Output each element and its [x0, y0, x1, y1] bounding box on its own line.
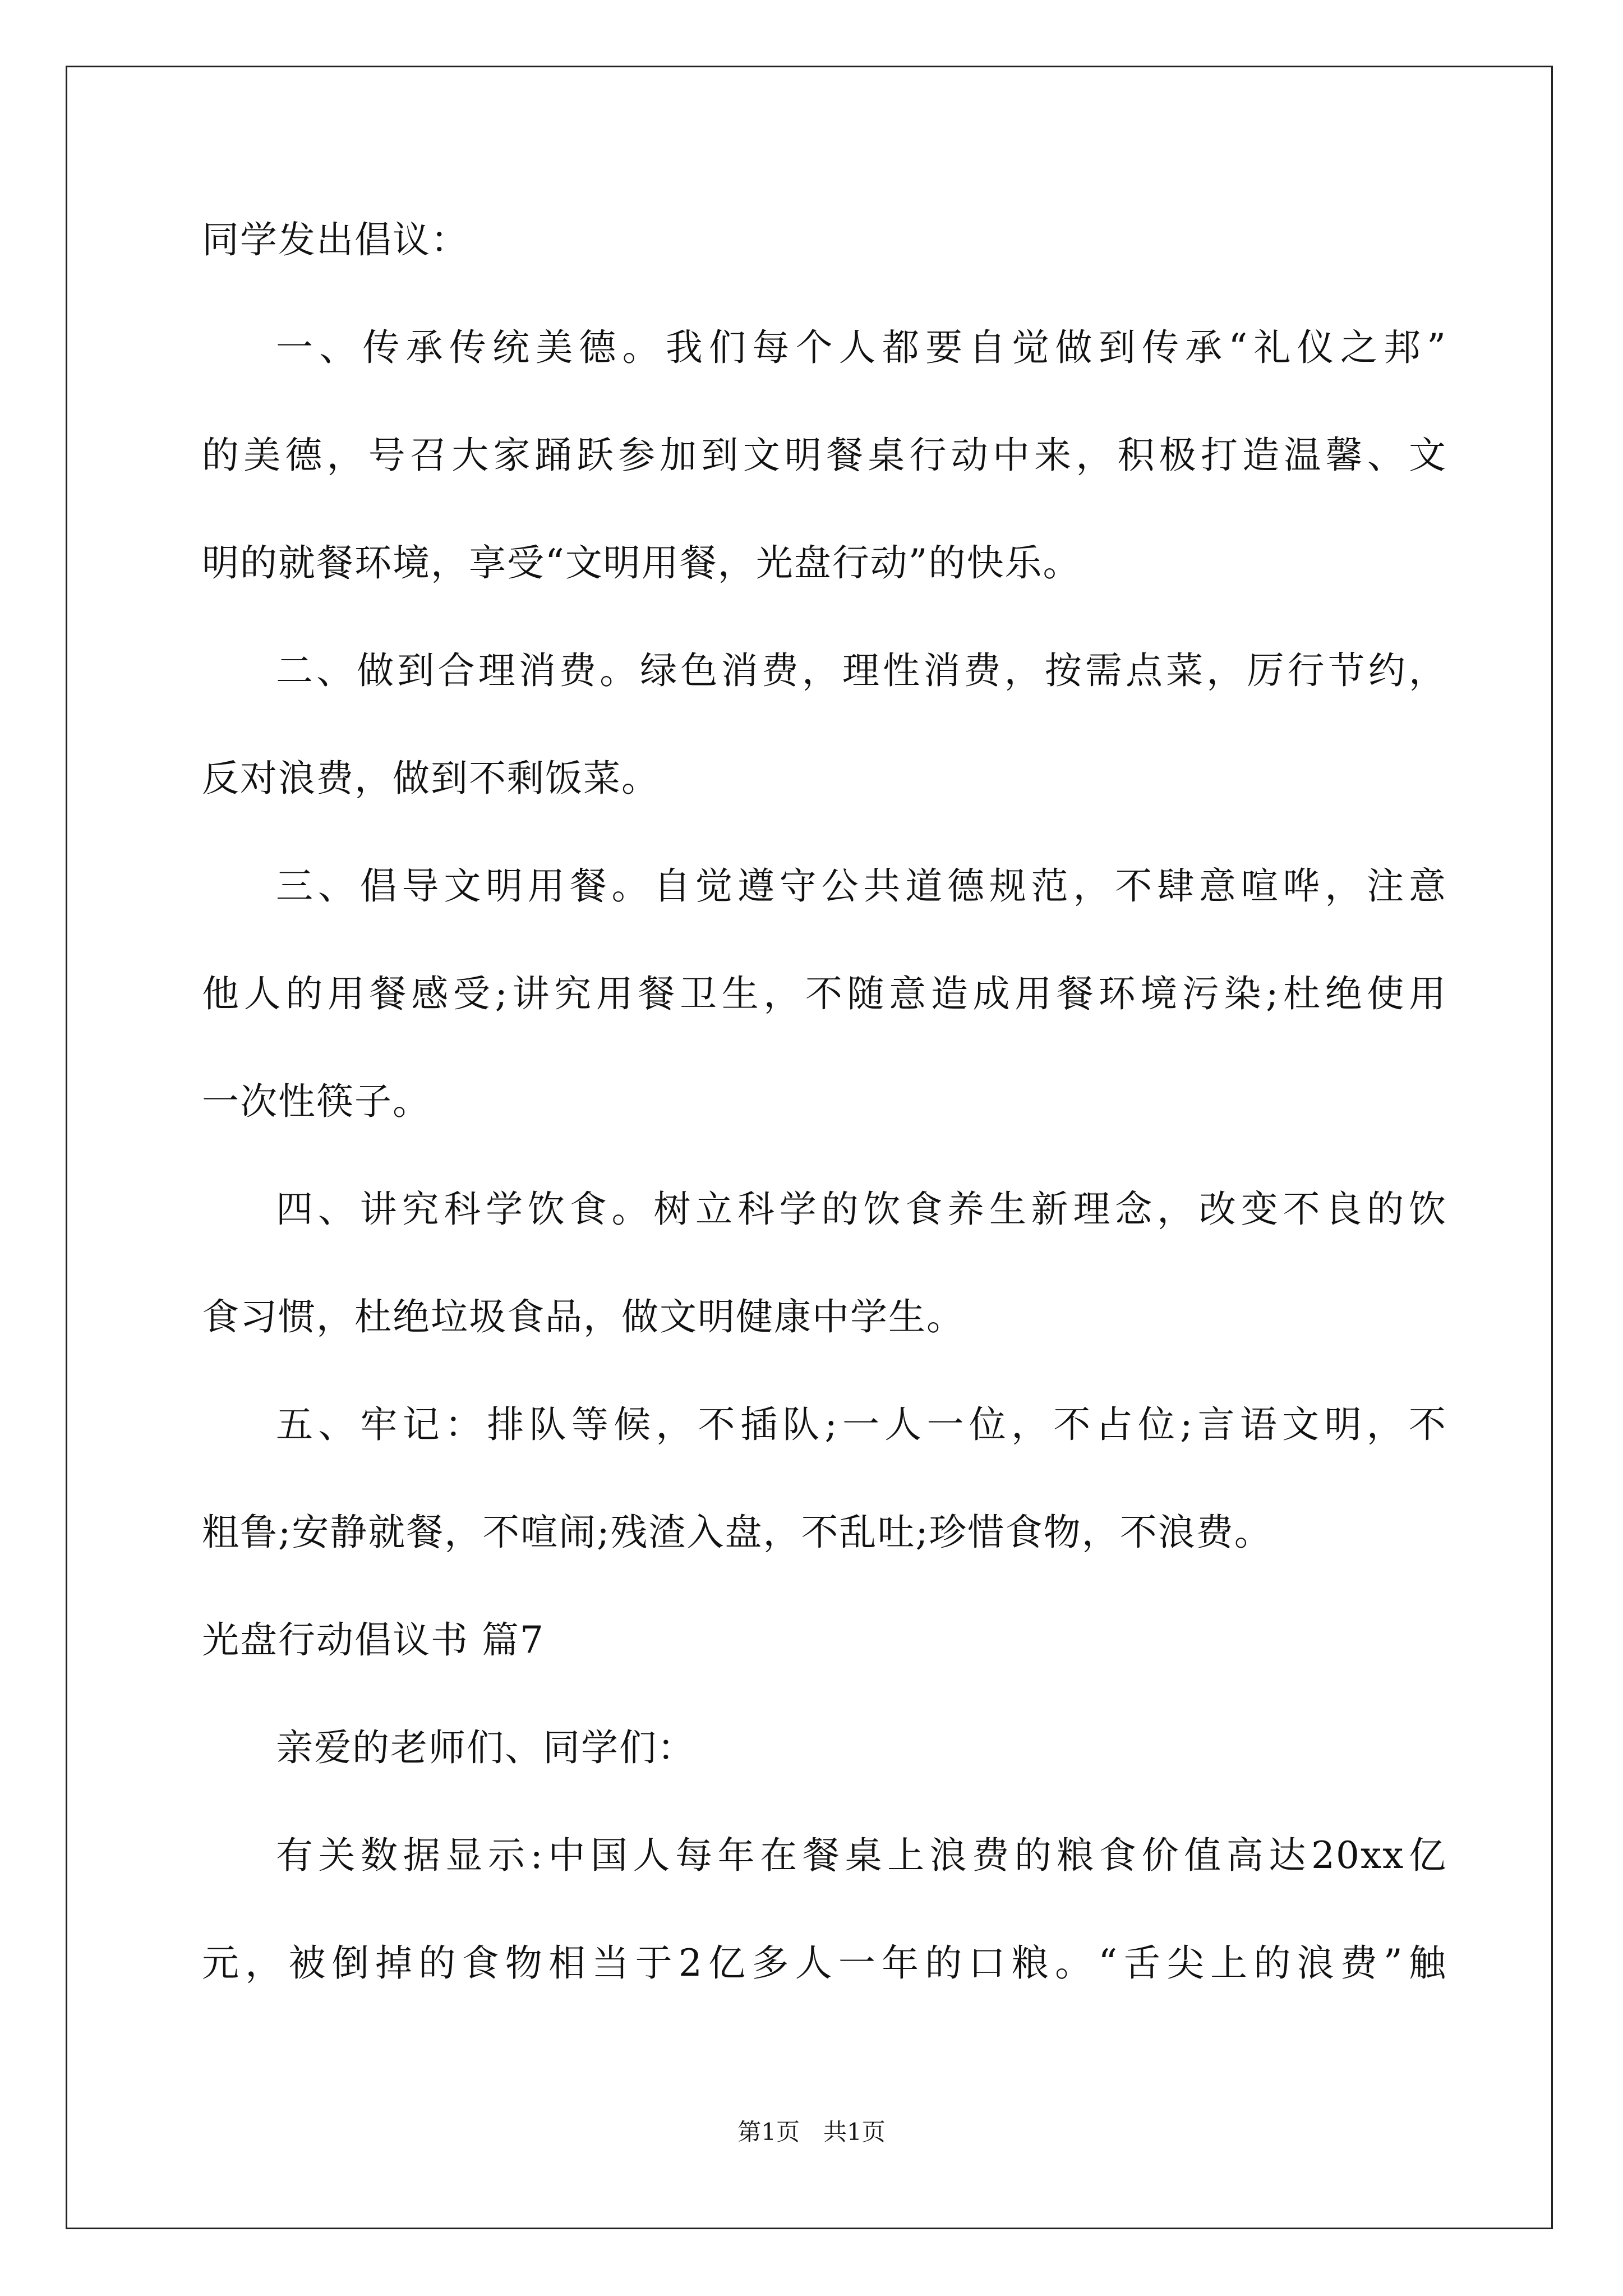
- paragraph-line: 四、讲究科学饮食。树立科学的饮食养生新理念，改变不良的饮: [276, 1188, 1447, 1231]
- paragraph-line: 三、倡导文明用餐。自觉遵守公共道德规范，不肆意喧哗，注意: [276, 864, 1447, 908]
- paragraph-line: 五、牢记：排队等候，不插队;一人一位，不占位;言语文明，不: [276, 1403, 1447, 1446]
- paragraph-line: 一、传承传统美德。我们每个人都要自觉做到传承“礼仪之邦”: [276, 326, 1447, 369]
- paragraph-line: 明的就餐环境，享受“文明用餐，光盘行动”的快乐。: [202, 541, 1081, 585]
- paragraph-line: 一次性筷子。: [202, 1080, 431, 1123]
- paragraph-line: 有关数据显示:中国人每年在餐桌上浪费的粮食价值高达20xx亿: [276, 1834, 1447, 1877]
- page-footer: 第1页 共1页: [737, 2118, 886, 2146]
- salutation: 亲爱的老师们、同学们：: [276, 1726, 695, 1769]
- paragraph-line: 同学发出倡议：: [202, 218, 469, 261]
- paragraph-line: 食习惯，杜绝垃圾食品，做文明健康中学生。: [202, 1295, 965, 1338]
- paragraph-line: 二、做到合理消费。绿色消费，理性消费，按需点菜，厉行节约，: [276, 649, 1447, 692]
- document-body: [202, 213, 1447, 2044]
- paragraph-line: 粗鲁;安静就餐，不喧闹;残渣入盘，不乱吐;珍惜食物，不浪费。: [202, 1511, 1272, 1554]
- paragraph-line: 的美德，号召大家踊跃参加到文明餐桌行动中来，积极打造温馨、文: [202, 434, 1447, 477]
- paragraph-line: 他人的用餐感受;讲究用餐卫生，不随意造成用餐环境污染;杜绝使用: [202, 972, 1447, 1015]
- paragraph-line: 反对浪费，做到不剩饭菜。: [202, 757, 660, 800]
- paragraph-line: 元，被倒掉的食物相当于2亿多人一年的口粮。“舌尖上的浪费”触: [202, 1941, 1447, 1985]
- section-heading: 光盘行动倡议书 篇7: [202, 1618, 545, 1662]
